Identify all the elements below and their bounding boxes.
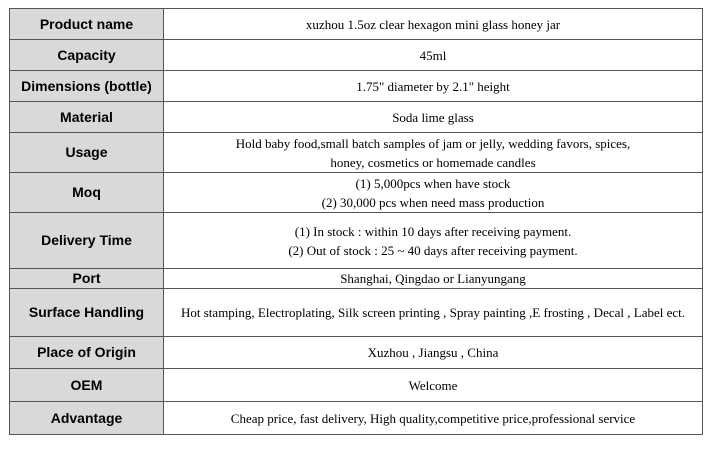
row-value-line: (2) Out of stock : 25 ~ 40 days after receiving payment. (288, 242, 578, 258)
row-value-line: Shanghai, Qingdao or Lianyungang (340, 271, 526, 286)
row-value-line: (1) In stock : within 10 days after receiving payment. (294, 223, 572, 239)
table-row-delivery-time (10, 213, 703, 269)
row-value (164, 269, 703, 289)
row-label: Port (10, 269, 164, 289)
row-label: Usage (10, 133, 164, 173)
row-value (164, 40, 703, 71)
row-label: Place of Origin (10, 337, 164, 369)
row-value (164, 173, 703, 213)
table-row-product-name (10, 9, 703, 40)
row-label: Capacity (10, 40, 164, 71)
row-label: Material (10, 102, 164, 133)
row-label: Moq (10, 173, 164, 213)
row-value (164, 337, 703, 369)
row-value (164, 369, 703, 402)
table-row-surface-handling (10, 289, 703, 337)
row-label: Advantage (10, 402, 164, 435)
row-value-line: xuzhou 1.5oz clear hexagon mini glass honey jar (305, 16, 561, 32)
row-label: OEM (10, 369, 164, 402)
row-value-line: Welcome (408, 377, 458, 393)
row-value-line: honey, cosmetics or homemade candles (330, 154, 536, 170)
table-row-capacity (10, 40, 703, 71)
table-row-port (10, 269, 703, 289)
row-value-line: Hot stamping, Electroplating, Silk screen printing , Spray painting ,E frosting , Decal , Label ect. (181, 305, 685, 320)
row-value (164, 213, 703, 269)
row-value (164, 133, 703, 173)
row-value (164, 402, 703, 435)
table-row-place-of-origin (10, 337, 703, 369)
table-row-oem (10, 369, 703, 402)
row-label: Product name (10, 9, 164, 40)
row-value (164, 102, 703, 133)
row-value-line: Xuzhou , Jiangsu , China (367, 345, 499, 360)
row-value-line: 45ml (419, 47, 447, 63)
spec-table-container (9, 8, 703, 435)
row-value (164, 71, 703, 102)
table-row-moq (10, 173, 703, 213)
row-value-line: (2) 30,000 pcs when need mass production (321, 194, 545, 210)
row-value-line: (1) 5,000pcs when have stock (355, 175, 511, 191)
product-spec-table (9, 8, 703, 435)
row-value (164, 9, 703, 40)
row-label: Dimensions (bottle) (10, 71, 164, 102)
row-label: Surface Handling (10, 289, 164, 337)
row-value-line: Soda lime glass (392, 109, 474, 125)
table-row-usage (10, 133, 703, 173)
row-value-line: Hold baby food,small batch samples of jam or jelly, wedding favors, spices, (235, 135, 631, 151)
row-value-line: 1.75" diameter by 2.1" height (356, 78, 510, 94)
table-row-dimensions (10, 71, 703, 102)
table-row-advantage (10, 402, 703, 435)
row-value-line: Cheap price, fast delivery, High quality,competitive price,professional service (230, 410, 636, 426)
row-label: Delivery Time (10, 213, 164, 269)
row-value (164, 289, 703, 337)
table-row-material (10, 102, 703, 133)
